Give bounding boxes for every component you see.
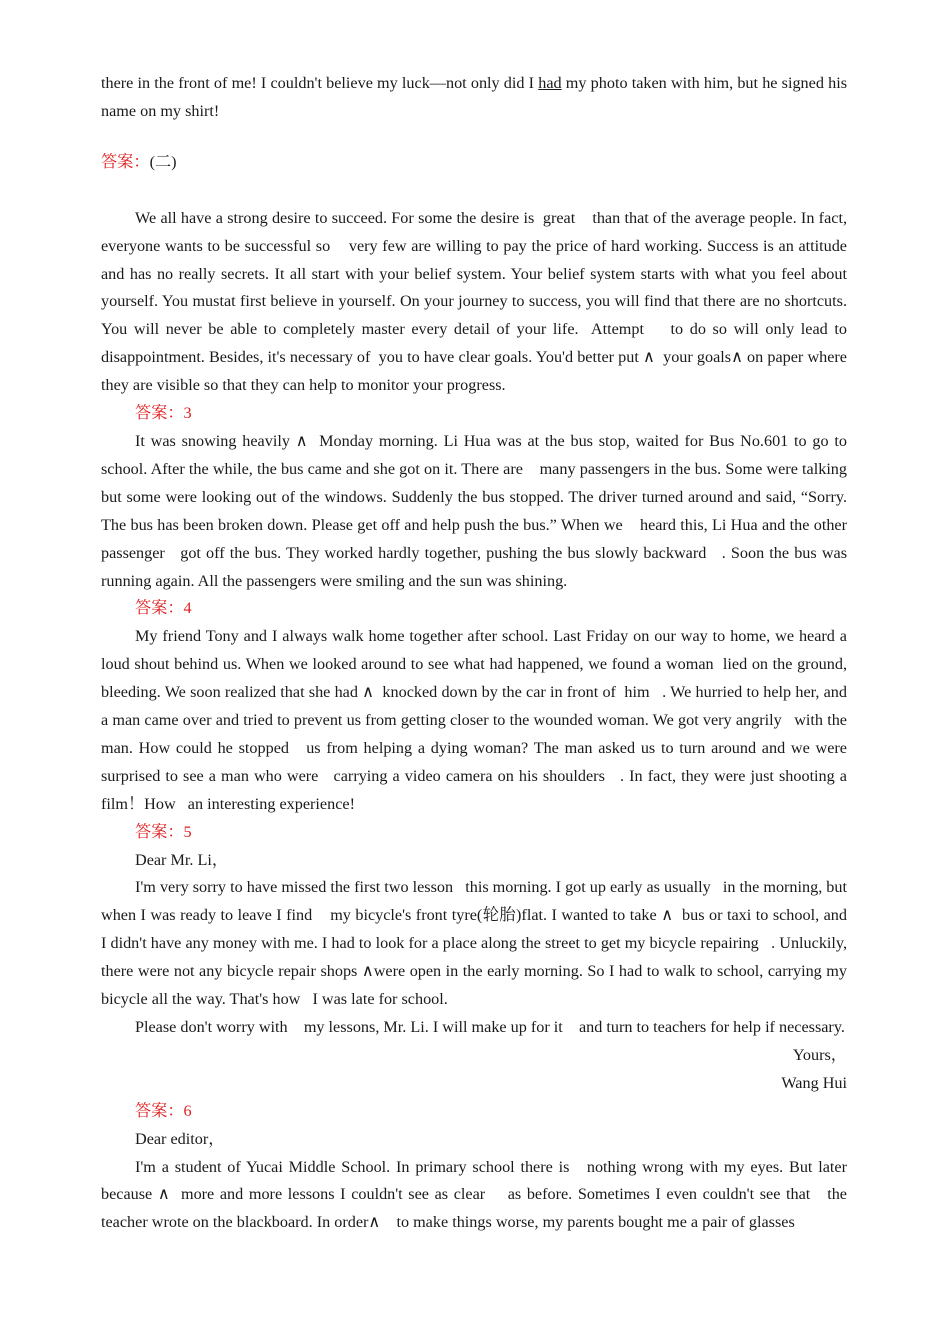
letter-5-paragraph-1: I'm very sorry to have missed the first two lesson this morning. I got up early as usually in the morning, but when I was ready to leave I find my bicycle's front tyre(轮胎)flat. I wanted to take ∧ bus or taxi to school, and I didn't have any money with me. I had to look for a place along the street to get my bicycle repairing . Unluckily, there were not any bicycle repair shops ∧were open in the early morning. So I had to walk to school, carrying my bicycle all the way. That's how I was late for school. bbox=[101, 878, 868, 1009]
intro-text-end: my photo taken with him, but he signed his name on my shirt! bbox=[101, 74, 847, 120]
passage-2: We all have a strong desire to succeed. For some the desire is great than that of the average people. In fact, everyone wants to be successful so very few are willing to pay the price of hard working. Success is an attitude and has no really secrets. It all start with your belief system. Your belief system starts with what you feel about yourself. You mustat first believe in yourself. On your journey to success, you will find that there are no shortcuts. You will never be able to completely master every detail of your life. Attempt to do so will only lead to disappointment. Besides, it's necessary of you to have clear goals. You'd better put ∧ your goals∧ on paper where they are visible so that they can help to monitor your progress. bbox=[101, 208, 852, 395]
section-title-label: 答案： bbox=[101, 152, 150, 171]
letter-5-closing: Yours， bbox=[792, 1045, 847, 1064]
letter-5-signature: Wang Hui bbox=[781, 1073, 847, 1092]
answer-label-5: 答案：5 bbox=[135, 822, 192, 841]
intro-paragraph bbox=[101, 70, 847, 126]
section-title-number: (二) bbox=[149, 152, 177, 171]
letter-6-salutation: Dear editor， bbox=[135, 1129, 225, 1148]
underlined-word-had: had bbox=[538, 74, 562, 92]
passage-4: My friend Tony and I always walk home together after school. Last Friday on our way to home, we heard a loud shout behind us. When we looked around to see what had happened, we found a woman lied on the ground, bleeding. We soon realized that she had ∧ knocked down by the car in front of him . We hurried to help her, and a man came over and tried to prevent us from getting closer to the wounded woman. We got very angrily with the man. How could he stopped us from helping a dying woman? The man asked us to turn around and we were surprised to see a man who were carrying a video camera on his shoulders . In fact, they were just shooting a film！How an interesting experience! bbox=[101, 627, 864, 813]
answer-label-3: 答案：3 bbox=[135, 404, 192, 423]
answer-label-4: 答案：4 bbox=[135, 599, 192, 618]
answer-label-6: 答案：6 bbox=[135, 1101, 192, 1120]
letter-5-paragraph-2: Please don't worry with my lessons, Mr. Li. I will make up for it and turn to teachers for help if necessary. bbox=[135, 1018, 845, 1036]
letter-5-salutation: Dear Mr. Li， bbox=[135, 850, 229, 869]
document-page bbox=[101, 70, 868, 1237]
section-title bbox=[101, 149, 847, 177]
passage-3: It was snowing heavily ∧ Monday morning. Li Hua was at the bus stop, waited for Bus No.601 to go to school. After the while, the bus came and she got on it. There are many passengers in the bus. Some were talking but some were looking out of the windows. Suddenly the bus stopped. The driver turned around and said, “Sorry. The bus has been broken down. Please get off and help push the bus.” When we heard this, Li Hua and the other passenger got off the bus. They worked hardly together, pushing the bus slowly backward . Soon the bus was running again. All the passengers were smiling and the sun was shining. bbox=[101, 431, 852, 590]
intro-text-start: there in the front of me! I couldn't believe my luck—not only did I bbox=[101, 74, 539, 92]
letter-6-paragraph-1: I'm a student of Yucai Middle School. In primary school there is nothing wrong with my eyes. But later because ∧ more and more lessons I couldn't see as clear as before. Sometimes I even couldn't see that the teacher wrote on the blackboard. In order∧ to make things worse, my parents bought me a pair of glasses bbox=[101, 1157, 852, 1232]
